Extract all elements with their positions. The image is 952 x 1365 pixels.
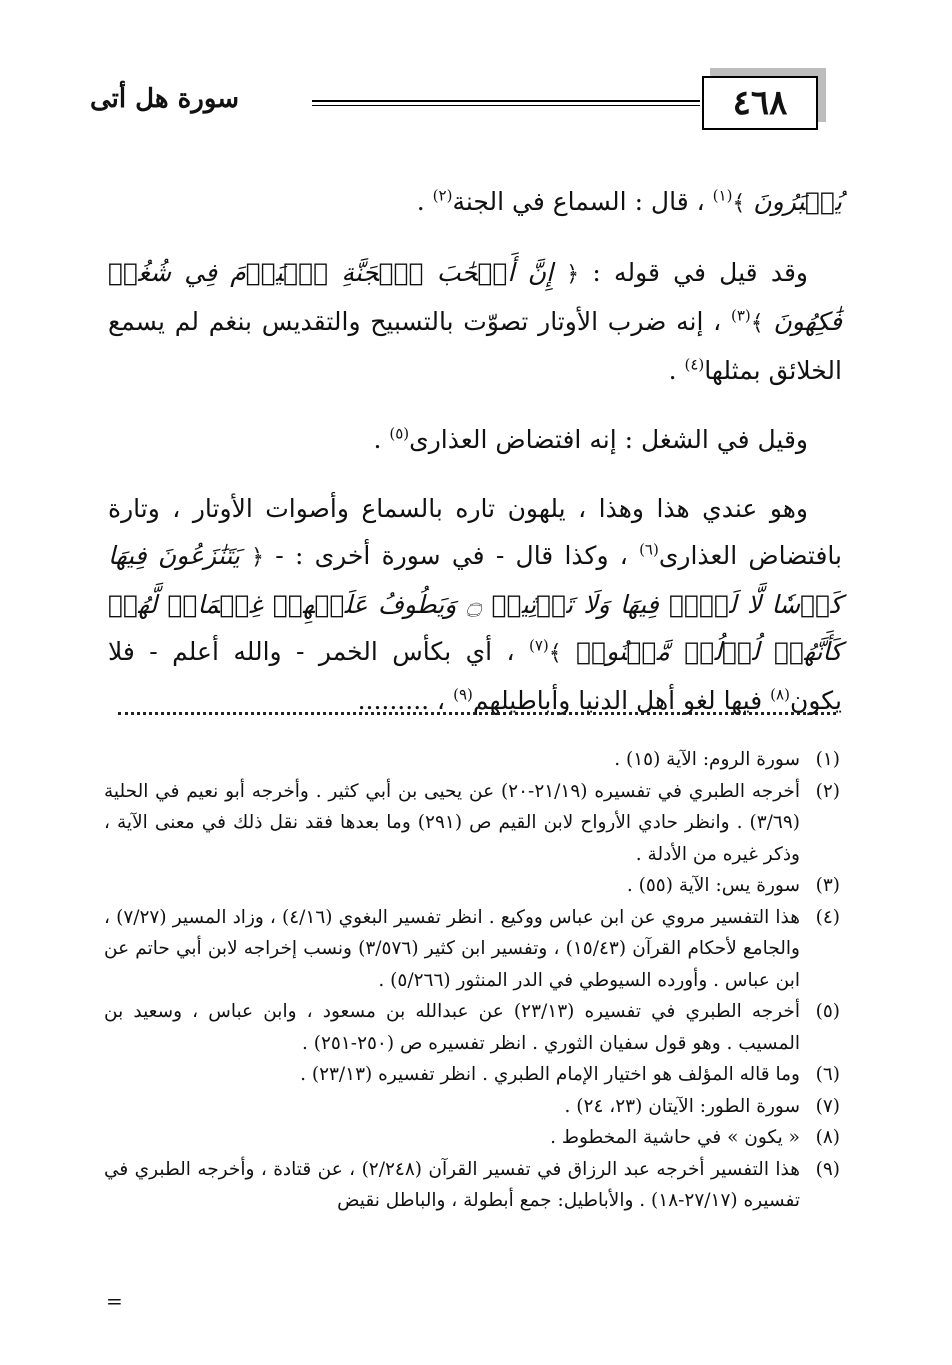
footnote	[104, 996, 840, 1059]
footnote	[104, 776, 840, 871]
footnote-text: هذا التفسير أخرجه عبد الرزاق في تفسير القرآن (٢/٢٤٨) ، عن قتادة ، وأخرجه الطبري في تفسيره (٢٧/١٧-١٨) . والأباطيل: جمع أبطولة ، والباطل نقيض	[104, 1158, 800, 1211]
footnote-text: هذا التفسير مروي عن ابن عباس ووكيع . انظر تفسير البغوي (٤/١٦) ، وزاد المسير (٧/٢٧) ، والجامع لأحكام القرآن (١٥/٤٣) ، وتفسير ابن كثير (٣/٥٧٦) ونسب إخراجه لابن أبي حاتم عن ابن عباس . وأورده السيوطي في الدر المنثور (٥/٢٦٦) .	[104, 906, 800, 991]
footnote-text: سورة يس: الآية (٥٥) .	[626, 875, 800, 896]
footnote-ref: (١)	[712, 186, 733, 205]
footnote	[104, 870, 840, 902]
footnote-ref: (٥)	[389, 424, 410, 443]
paragraph-text: وهو عندي هذا وهذا ، يلهون تاره بالسماع وأصوات الأوتار ، وتارة بافتضاض العذارى	[108, 494, 842, 570]
footnote	[104, 1059, 840, 1091]
footnote-text: « يكون » في حاشية المخطوط .	[550, 1127, 800, 1148]
paragraph-text: وقد قيل في قوله :	[592, 258, 808, 287]
paragraph-text: ، وكذا قال - في سورة أخرى : -	[275, 541, 628, 570]
footnote-text: أخرجه الطبري في تفسيره (٢٣/١٣) عن عبدالله بن مسعود ، وابن عباس ، وسعيد بن المسيب . وهو قول سفيان الثوري . انظر تفسيره ص (٢٥٠-٢٥١) .	[104, 1001, 801, 1054]
footnote-ref: (٧)	[528, 636, 549, 655]
paragraph-text: ، أي بكأس الخمر - والله أعلم - فلا يكون	[108, 637, 842, 715]
quran-close-bracket-icon: ﴾	[732, 191, 746, 216]
quran-verse: إِنَّ أَصۡحَٰبَ ٱلۡجَنَّةِ ٱلۡيَوۡمَ فِي شُغُلٖ فَٰكِهُونَ	[108, 258, 842, 336]
quran-open-bracket-icon: ﴿	[251, 545, 265, 570]
footnote-number: (٨)	[815, 1127, 840, 1148]
footnotes	[104, 744, 840, 1217]
paragraph-text: فيها لغو أهل الدنيا وأباطيلهم	[472, 686, 763, 715]
quran-open-bracket-icon: ﴿	[566, 262, 580, 287]
footnote-number: (٤)	[815, 906, 840, 928]
footnote-text: أخرجه الطبري في تفسيره (٢١/١٩-٢٠) عن يحيى بن أبي كثير . وأخرجه أبو نعيم في الحلية (٣/٦٩) . وانظر حادي الأرواح لابن القيم ص (٢٩١) وما بعدها فقد نقل ذلك في معنى الآية ، وذكر غيره من الأدلة .	[104, 780, 800, 865]
footnote	[104, 902, 840, 997]
footnote-text: سورة الروم: الآية (١٥) .	[614, 749, 800, 770]
footnote-ref: (٢)	[432, 186, 453, 205]
quran-verse: يَتَنَٰزَعُونَ فِيهَا كَأۡسٗا لَّا لَغۡوٞ فِيهَا وَلَا تَأۡثِيمٞ ۝ وَيَطُوفُ عَلَيۡهِمۡ غِلۡمَانٞ لَّهُمۡ كَأَنَّهُمۡ لُؤۡلُؤٞ مَّكۡنُونٞ	[108, 541, 843, 666]
paragraph-end: .	[668, 356, 677, 385]
paragraph-text: وقيل في الشغل : إنه افتضاض العذارى	[409, 425, 808, 454]
footnote	[104, 1091, 840, 1123]
footnote-ref: (٨)	[770, 685, 790, 704]
surah-title: سورة هل أتى	[90, 84, 240, 114]
paragraph-3	[108, 416, 842, 463]
footnote-separator	[118, 712, 836, 715]
footnote-ref: (٣)	[731, 306, 751, 325]
paragraph-1	[108, 178, 842, 227]
main-text	[108, 178, 842, 746]
footnote	[104, 1154, 840, 1217]
quran-verse: يُحۡبَرُونَ	[753, 187, 842, 216]
paragraph-text: ، إنه ضرب الأوتار تصوّت بالتسبيح والتقديس بنغم لم يسمع الخلائق بمثلها	[108, 307, 842, 385]
footnote-number: (٥)	[815, 1001, 840, 1022]
paragraph-text: ، قال : السماع في الجنة	[452, 187, 705, 216]
header-rule	[312, 100, 700, 106]
paragraph-end: ، .........	[357, 686, 446, 715]
page-header	[80, 62, 840, 142]
paragraph-2	[108, 249, 842, 394]
paragraph-4	[108, 485, 842, 724]
paragraph-end: .	[373, 425, 382, 454]
footnote	[104, 1122, 840, 1154]
footnote-number: (٦)	[815, 1064, 840, 1085]
paragraph-end: .	[416, 187, 425, 216]
footnote-number: (٢)	[815, 780, 840, 802]
footnote-ref: (٩)	[453, 685, 473, 704]
footnote-number: (٩)	[815, 1158, 840, 1180]
continuation-mark: =	[106, 1289, 123, 1313]
page-number: ٤٦٨	[702, 76, 818, 130]
footnote-ref: (٦)	[639, 540, 659, 559]
footnote-ref: (٤)	[684, 355, 705, 374]
footnote	[104, 744, 840, 776]
quran-close-bracket-icon: ﴾	[750, 311, 764, 336]
footnote-number: (٣)	[815, 875, 840, 896]
footnote-text: وما قاله المؤلف هو اختيار الإمام الطبري . انظر تفسيره (٢٣/١٣) .	[300, 1064, 800, 1085]
footnote-number: (١)	[815, 749, 840, 770]
footnote-number: (٧)	[815, 1095, 840, 1117]
footnote-text: سورة الطور: الآيتان (٢٣، ٢٤) .	[564, 1095, 800, 1117]
quran-close-bracket-icon: ﴾	[548, 641, 562, 666]
